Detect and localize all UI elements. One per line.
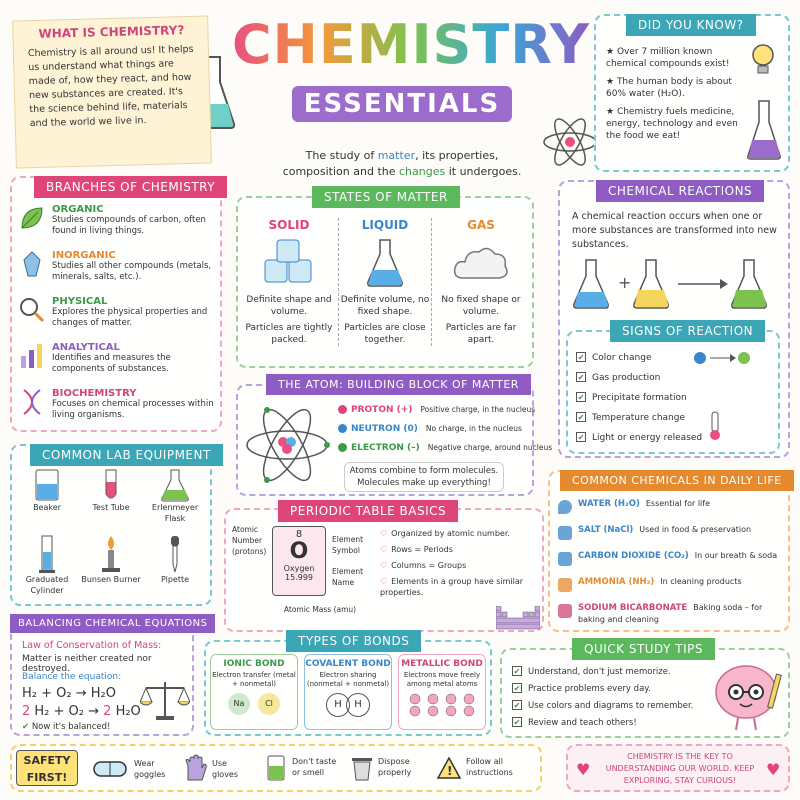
goggles-icon	[92, 756, 128, 780]
tip-item: ✔ Use colors and diagrams to remember.	[513, 701, 694, 711]
element-symbol-label: Element Symbol	[332, 535, 364, 555]
tip-item: ✔ Understand, don't just memorize.	[513, 667, 671, 677]
atom-note: Atoms combine to form molecules. Molecules make up everything!	[344, 462, 504, 492]
magnifier-icon	[18, 296, 46, 338]
chemical-desc: In our breath & soda	[694, 551, 778, 560]
atom-diagram	[242, 400, 332, 490]
state-name: SOLID	[268, 218, 310, 232]
periodic-box	[224, 504, 544, 632]
bonds-title: TYPES OF BONDS	[286, 630, 421, 652]
bottle-icon	[558, 578, 572, 592]
chemical-desc: In cleaning products	[660, 577, 742, 586]
thermometer-icon	[708, 410, 722, 442]
reactions-title: CHEMICAL REACTIONS	[596, 180, 764, 202]
branch-name: INORGANIC	[52, 250, 116, 261]
state-desc: Particles are far apart.	[445, 323, 517, 345]
fact-item: ★ Over 7 million known chemical compounds exist!	[606, 47, 730, 69]
scale-icon	[140, 678, 190, 722]
ice-cubes-icon	[259, 238, 319, 288]
sign-item: ✔ Gas production	[577, 373, 661, 383]
particle-dot-icon	[338, 405, 347, 414]
bond-ionic: IONIC BOND Electron transfer (metal + nonmetal) Na Cl	[210, 654, 298, 730]
water-drop-icon	[558, 500, 572, 514]
checkbox-icon: ✔	[577, 353, 585, 362]
what-is-title: WHAT IS CHEMISTRY?	[38, 23, 185, 41]
what-is-text: Chemistry is all around us! It helps us understand what things are made of, how they react, and how new substances are created. It's the science behind life, materials and the world we live in.	[27, 43, 194, 130]
state-name: LIQUID	[361, 218, 409, 232]
gloves-icon	[182, 754, 208, 782]
heart-icon: ♡	[380, 545, 388, 554]
particle-dot-icon	[338, 424, 347, 433]
branch-name: BIOCHEMISTRY	[52, 388, 137, 399]
safety-item: Use gloves	[212, 759, 239, 779]
bar-chart-icon	[18, 342, 46, 384]
fact-list	[606, 46, 744, 142]
erlenmeyer-flask: Erlenmeyer Flask	[144, 468, 206, 524]
checkbox-icon: ✔	[513, 718, 521, 727]
cloud-icon	[558, 552, 572, 566]
chemical-name: WATER (H₂O)	[578, 499, 640, 509]
sign-item: ✔ Precipitate formation	[577, 393, 687, 403]
signs-list	[576, 348, 703, 448]
brain-mascot-icon	[710, 656, 782, 734]
beaker-icon	[264, 754, 288, 782]
safety-item: Don't taste or smell	[292, 757, 337, 777]
chemical-item	[558, 576, 786, 602]
closing-text: CHEMISTRY IS THE KEY TO UNDERSTANDING OUR WORLD. KEEP EXPLORING, STAY CURIOUS!	[605, 752, 755, 785]
heart-icon: ♡	[380, 561, 388, 570]
test-tube: Test Tube	[80, 468, 142, 513]
signs-box	[566, 324, 780, 454]
branches-box	[10, 176, 222, 432]
state-gas	[434, 218, 528, 346]
particle-name: NEUTRON (0)	[351, 423, 418, 434]
states-box	[236, 190, 534, 368]
checkbox-icon: ✔	[513, 701, 521, 710]
state-desc: Particles are close together.	[344, 323, 426, 345]
chemical-desc: Baking soda – for baking and cleaning	[578, 603, 763, 624]
chemical-desc: Essential for life	[645, 499, 710, 508]
covalent-bond-diagram: H H	[305, 693, 391, 717]
branch-item	[18, 342, 218, 384]
branch-item	[18, 250, 218, 292]
law-title: Law of Conservation of Mass:	[22, 640, 162, 651]
bond-covalent: COVALENT BOND Electron sharing (nonmetal + nonmetal) H H	[304, 654, 392, 730]
ionic-bond-diagram: Na Cl	[211, 693, 297, 715]
chemical-name: CARBON DIOXIDE (CO₂)	[578, 551, 689, 561]
sign-item: ✔ Light or energy released	[577, 433, 703, 443]
bunsen-burner: Bunsen Burner	[80, 534, 142, 585]
tip-item: ✔ Practice problems every day.	[513, 684, 651, 694]
checkbox-icon: ✔	[513, 667, 521, 676]
branch-item	[18, 204, 218, 246]
branch-name: PHYSICAL	[52, 296, 108, 307]
particle-name: ELECTRON (–)	[351, 442, 420, 453]
particle-dot-icon	[338, 443, 347, 452]
lab-title: COMMON LAB EQUIPMENT	[30, 444, 223, 466]
periodic-title: PERIODIC TABLE BASICS	[278, 500, 458, 522]
heart-icon: ♥	[766, 760, 781, 779]
state-solid	[242, 218, 336, 346]
reactions-text: A chemical reaction occurs when one or more substances are transformed into new substances.	[572, 211, 777, 250]
sign-item: ✔ Color change	[577, 353, 652, 363]
warning-icon	[436, 756, 462, 780]
equation-balanced: 2 H₂ + O₂ → 2 H₂O	[22, 704, 141, 719]
common-chemicals-title: COMMON CHEMICALS IN DAILY LIFE	[560, 470, 794, 491]
closing-banner	[566, 744, 790, 792]
safety-box	[10, 744, 542, 792]
lab-box	[10, 444, 212, 606]
periodic-fact: ♡ Elements in a group have similar properties.	[380, 577, 524, 597]
branches-title: BRANCHES OF CHEMISTRY	[34, 176, 227, 198]
balancing-title: BALANCING CHEMICAL EQUATIONS	[10, 614, 215, 633]
branch-desc: Focuses on chemical processes within living organisms.	[52, 399, 214, 420]
branch-name: ANALYTICAL	[52, 342, 120, 353]
did-you-know-title: DID YOU KNOW?	[626, 14, 756, 36]
tips-box	[500, 642, 790, 738]
atom-box	[236, 378, 553, 496]
signs-title: SIGNS OF REACTION	[610, 320, 765, 342]
salt-shaker-icon	[558, 526, 572, 540]
periodic-fact: ♡ Rows = Periods	[380, 545, 453, 554]
state-desc: No fixed shape or volume.	[441, 295, 521, 317]
law-text: Matter is neither created nor destroyed.	[22, 654, 152, 674]
atomic-mass-label: Atomic Mass (amu)	[283, 605, 357, 614]
fact-item: ★ Chemistry fuels medicine, energy, technology and even the food we eat!	[606, 107, 738, 141]
flask-icon	[746, 98, 782, 162]
atomic-number-label: Atomic Number (protons)	[232, 525, 267, 556]
cloud-icon	[451, 238, 511, 288]
heart-icon: ♥	[576, 760, 591, 779]
state-desc: Definite volume, no fixed shape.	[340, 295, 430, 317]
chem-list	[558, 498, 786, 628]
beaker: Beaker	[16, 468, 78, 513]
branch-desc: Explores the physical properties and changes of matter.	[52, 307, 208, 328]
particle-desc: Positive charge, in the nucleus	[420, 405, 536, 414]
chemical-item	[558, 550, 786, 576]
dna-icon	[18, 388, 46, 430]
safety-item: Wear goggles	[134, 759, 166, 779]
graduated-cylinder: Graduated Cylinder	[16, 534, 78, 596]
tips-title: QUICK STUDY TIPS	[572, 638, 715, 660]
safety-item: Follow all instructions	[466, 757, 513, 777]
safety-title: SAFETY FIRST!	[16, 750, 78, 786]
subtitle-ribbon: ESSENTIALS	[292, 86, 512, 122]
state-desc: Particles are tightly packed.	[245, 323, 333, 345]
color-change-icon	[692, 350, 752, 366]
what-is-chemistry-note	[12, 15, 212, 168]
checkbox-icon: ✔	[577, 433, 585, 442]
state-name: GAS	[467, 218, 495, 232]
lightbulb-icon	[748, 42, 778, 78]
chemical-item	[558, 602, 786, 628]
balance-label: Balance the equation:	[22, 672, 122, 682]
balancing-box	[10, 614, 208, 736]
leaf-icon	[18, 204, 46, 246]
particle-desc: Negative charge, around nucleus	[427, 443, 553, 452]
trash-can-icon	[350, 754, 374, 782]
checkbox-icon: ✔	[513, 684, 521, 693]
bonds-box	[204, 634, 492, 736]
atom-title: THE ATOM: BUILDING BLOCK OF MATTER	[266, 374, 531, 395]
balanced-note: ✔ Now it's balanced!	[22, 722, 111, 732]
branch-item	[18, 296, 218, 338]
flask-icon	[365, 238, 405, 288]
periodic-fact: ♡ Organized by atomic number.	[380, 529, 510, 538]
chemical-item	[558, 524, 786, 550]
particle-name: PROTON (+)	[351, 404, 413, 415]
tips-list	[512, 664, 712, 732]
tip-item: ✔ Review and teach others!	[513, 718, 637, 728]
atom-icon	[540, 112, 600, 172]
branch-desc: Studies compounds of carbon, often found in living things.	[52, 215, 206, 236]
tagline: The study of matter, its properties, composition and the changes it undergoes.	[282, 149, 522, 178]
periodic-fact: ♡ Columns = Groups	[380, 561, 467, 570]
bond-metallic: METALLIC BOND Electrons move freely among metal atoms	[398, 654, 486, 730]
fact-item: ★ The human body is about 60% water (H₂O).	[606, 77, 732, 99]
state-liquid	[338, 218, 432, 346]
pipette: Pipette	[144, 534, 206, 585]
svg-text:+: +	[618, 273, 632, 292]
checkbox-icon: ✔	[577, 413, 585, 422]
periodic-table-icon	[496, 606, 540, 630]
branch-name: ORGANIC	[52, 204, 104, 215]
metallic-bond-diagram	[399, 693, 485, 717]
states-title: STATES OF MATTER	[312, 186, 460, 208]
particle-desc: No charge, in the nucleus	[425, 424, 522, 433]
did-you-know-box	[594, 14, 790, 172]
box-icon	[558, 604, 572, 618]
checkbox-icon: ✔	[577, 393, 585, 402]
heart-icon: ♡	[380, 577, 388, 586]
element-tile: 8 O Oxygen 15.999	[272, 526, 326, 596]
branch-list	[18, 204, 218, 434]
checkmark-icon: ✔	[22, 722, 30, 732]
branch-desc: Identifies and measures the components of substances.	[52, 353, 171, 374]
chemical-item	[558, 498, 786, 524]
element-name-label: Element Name	[332, 567, 364, 587]
safety-item: Dispose properly	[378, 757, 412, 777]
reaction-diagram	[572, 256, 782, 312]
chemical-name: AMMONIA (NH₃)	[578, 577, 655, 587]
checkbox-icon: ✔	[577, 373, 585, 382]
particle-list	[338, 400, 553, 457]
particle-item	[338, 438, 553, 457]
periodic-facts	[380, 528, 540, 603]
heart-icon: ♡	[380, 529, 388, 538]
chemical-name: SODIUM BICARBONATE	[578, 603, 688, 613]
sign-item: ✔ Temperature change	[577, 413, 685, 423]
particle-item	[338, 419, 528, 438]
chemical-name: SALT (NaCl)	[578, 525, 634, 535]
chemical-desc: Used in food & preservation	[639, 525, 752, 534]
header	[232, 8, 590, 188]
particle-item	[338, 400, 536, 419]
page-title: CHEMISTRY	[232, 13, 590, 76]
state-desc: Definite shape and volume.	[246, 295, 332, 317]
branch-desc: Studies all other compounds (metals, minerals, salts, etc.).	[52, 261, 212, 282]
svg-text:!: !	[447, 764, 453, 778]
equation-unbalanced: H₂ + O₂ → H₂O	[22, 686, 116, 701]
branch-item	[18, 388, 218, 430]
crystal-icon	[18, 250, 46, 292]
common-chemicals-box	[548, 470, 790, 632]
